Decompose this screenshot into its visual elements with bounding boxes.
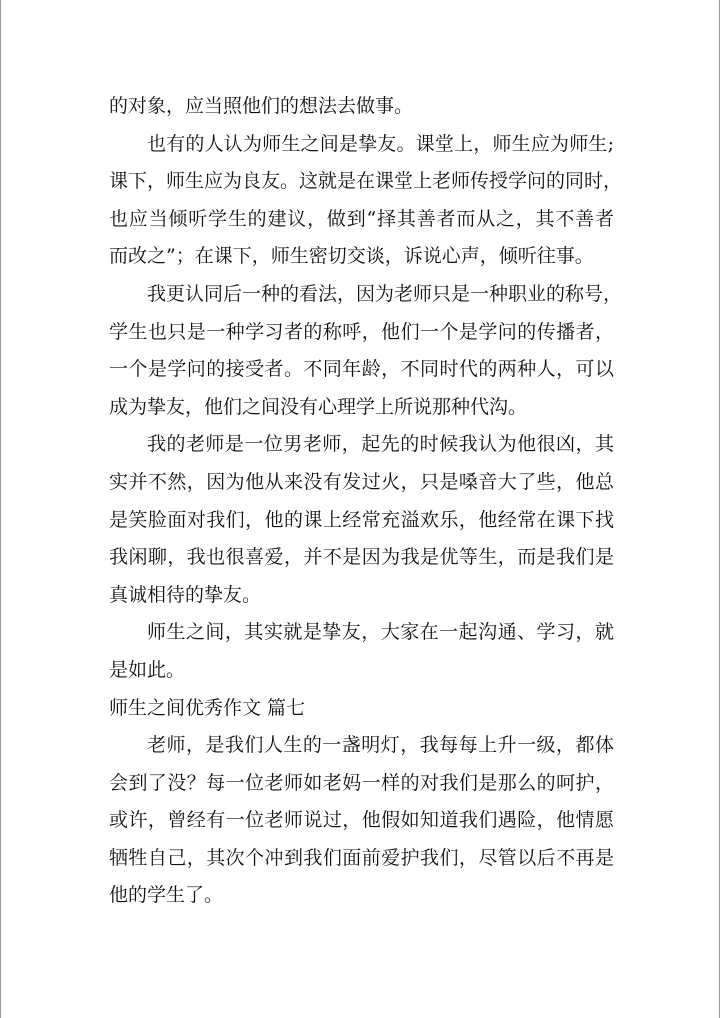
paragraph-line: 的对象，应当照他们的想法去做事。 [109, 95, 414, 117]
paragraph-line: 成为挚友，他们之间没有心理学上所说那种代沟。 [109, 395, 528, 418]
paragraph-line: 是笑脸面对我们，他的课上经常充溢欢乐，他经常在课下找 [109, 508, 614, 531]
paragraph-line: 课下，师生应为良友。这就是在课堂上老师传授学问的同时， [109, 170, 623, 193]
paragraph-line: 一个是学问的接受者。不同年龄，不同时代的两种人，可以 [109, 358, 614, 381]
paragraph-line: 而改之”；在课下，师生密切交谈，诉说心声，倾听往事。 [109, 245, 594, 268]
paragraph-line: 也有的人认为师生之间是挚友。课堂上，师生应为师生; [147, 132, 614, 155]
paragraph-line: 或许，曾经有一位老师说过，他假如知道我们遇险，他情愿 [109, 809, 614, 832]
document-body [109, 88, 623, 915]
paragraph-line: 也应当倾听学生的建议，做到“择其善者而从之，其不善者 [109, 207, 614, 230]
paragraph-line: 会到了没？每一位老师如老妈一样的对我们是那么的呵护， [109, 771, 614, 794]
paragraph-line: 是如此。 [109, 658, 186, 681]
paragraph-line: 实并不然，因为他从来没有发过火，只是嗓音大了些，他总 [109, 470, 614, 493]
paragraph-line: 学生也只是一种学习者的称呼，他们一个是学问的传播者， [109, 320, 614, 343]
paragraph-line: 我闲聊，我也很喜爱，并不是因为我是优等生，而是我们是 [109, 546, 614, 569]
paragraph-line: 老师，是我们人生的一盏明灯，我每每上升一级，都体 [147, 734, 614, 757]
paragraph-line: 真诚相待的挚友。 [109, 583, 262, 606]
paragraph-line: 牺牲自己，其次个冲到我们面前爱护我们，尽管以后不再是 [109, 846, 614, 869]
paragraph-line: 他的学生了。 [109, 884, 224, 907]
paragraph-line: 师生之间，其实就是挚友，大家在一起沟通、学习，就 [147, 621, 614, 644]
paragraph-line: 我更认同后一种的看法，因为老师只是一种职业的称号， [147, 282, 623, 305]
section-heading: 师生之间优秀作文 篇七 [109, 696, 306, 719]
paragraph-line: 我的老师是一位男老师，起先的时候我认为他很凶，其 [147, 433, 614, 456]
